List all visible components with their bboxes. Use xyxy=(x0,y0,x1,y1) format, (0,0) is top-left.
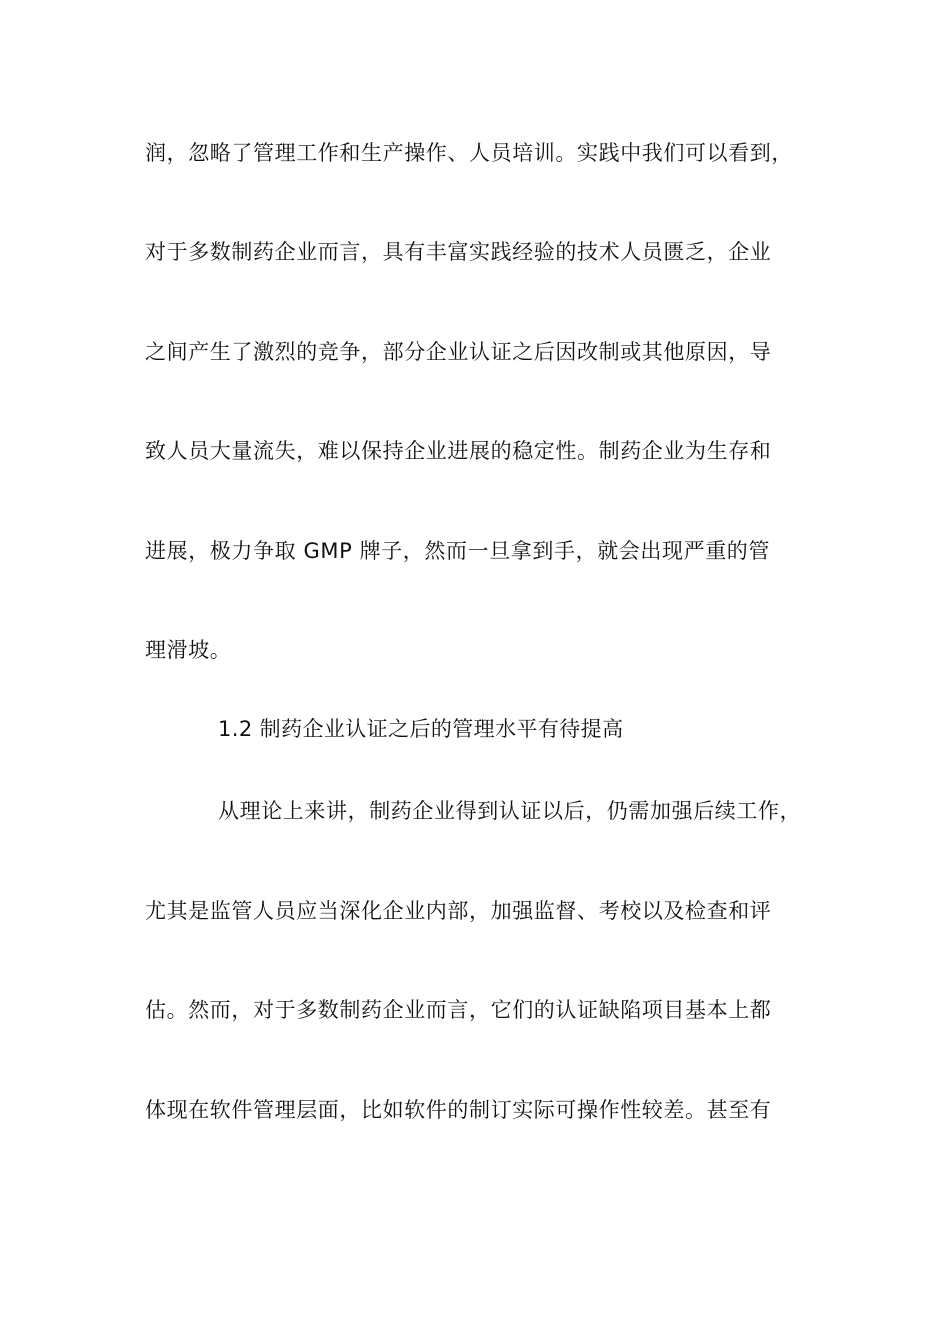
paragraph-line: 尤其是监管人员应当深化企业内部，加强监督、考校以及检查和评 xyxy=(145,899,772,923)
paragraph-line: 致人员大量流失，难以保持企业进展的稳定性。制药企业为生存和 xyxy=(145,439,772,463)
paragraph-line: 估。然而，对于多数制药企业而言，它们的认证缺陷项目基本上都 xyxy=(145,998,772,1022)
paragraph-line: 对于多数制药企业而言，具有丰富实践经验的技术人员匮乏，企业 xyxy=(145,240,772,264)
paragraph-line: 从理论上来讲，制药企业得到认证以后，仍需加强后续工作， xyxy=(218,799,802,823)
paragraph-line: 理滑坡。 xyxy=(145,638,232,662)
paragraph-line: 之间产生了激烈的竞争，部分企业认证之后因改制或其他原因，导 xyxy=(145,340,772,364)
paragraph-line: 进展，极力争取 GMP 牌子，然而一旦拿到手，就会出现严重的管 xyxy=(145,539,771,563)
paragraph-line: 润，忽略了管理工作和生产操作、人员培训。实践中我们可以看到， xyxy=(145,141,793,165)
paragraph-line: 体现在软件管理层面，比如软件的制订实际可操作性较差。甚至有 xyxy=(145,1098,772,1122)
section-heading: 1.2 制药企业认证之后的管理水平有待提高 xyxy=(218,717,624,741)
